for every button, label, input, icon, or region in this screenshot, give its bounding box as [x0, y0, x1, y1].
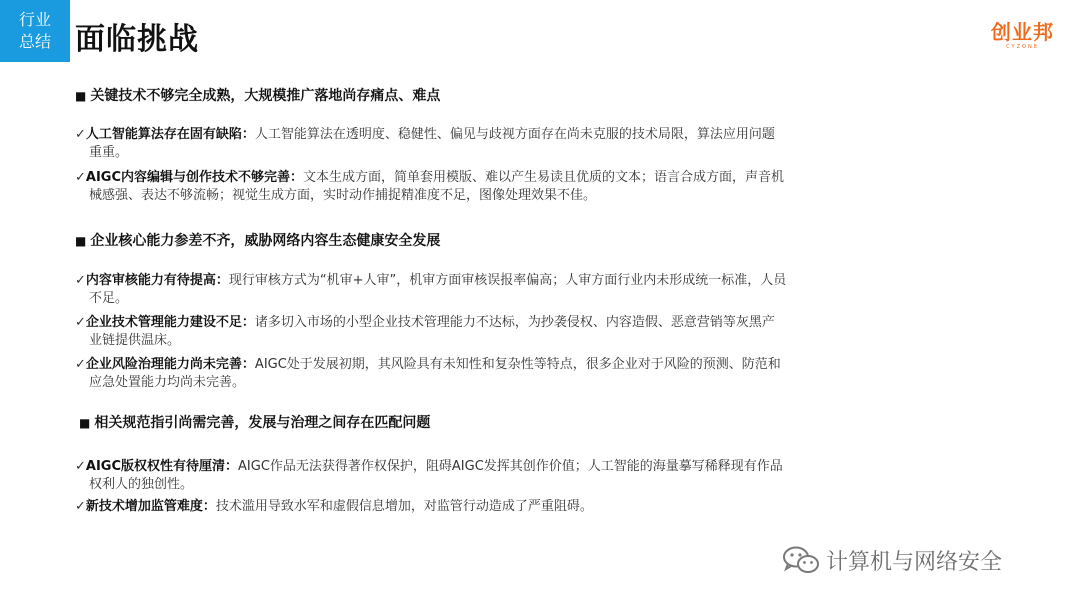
item-title: 内容审核能力有待提高： [85, 273, 229, 288]
list-item [75, 356, 937, 392]
item-text: AIGC作品无法获得著作权保护，阻碍AIGC发挥其创作价值；人工智能的海量摹写稀释现有作品 [238, 459, 783, 474]
page-title: 面临挑战 [75, 22, 199, 57]
square-bullet-icon: ■ [75, 89, 87, 103]
watermark-text: 计算机与网络安全 [826, 549, 1003, 575]
item-title: 新技术增加监管难度： [85, 499, 216, 514]
section-heading-3 [79, 412, 430, 432]
brand-logo-text: 创业邦 [991, 20, 1054, 44]
item-title: AIGC版权权性有待厘清： [85, 459, 239, 474]
item-title: 人工智能算法存在固有缺陷： [85, 127, 255, 142]
square-bullet-icon: ■ [75, 234, 87, 248]
wechat-icon [782, 545, 820, 575]
list-item [75, 314, 937, 350]
item-text-continued: 重重。 [89, 145, 129, 160]
list-item [75, 272, 937, 308]
item-text: 人工智能算法在透明度、稳健性、偏见与歧视方面存在尚未克服的技术局限，算法应用问题 [254, 127, 775, 142]
brand-logo-subtext: CYZONE [1006, 44, 1039, 50]
item-text-continued: 应急处置能力均尚未完善。 [89, 375, 246, 390]
section-heading-text: 关键技术不够完全成熟，大规模推广落地尚存痛点、难点 [90, 88, 441, 104]
category-tag [0, 0, 70, 62]
list-item [75, 126, 937, 162]
item-text: 文本生成方面，简单套用模版、难以产生易读且优质的文本；语言合成方面，声音机 [303, 170, 785, 185]
section-heading-text: 相关规范指引尚需完善，发展与治理之间存在匹配问题 [94, 415, 431, 431]
check-icon: ✓ [75, 357, 86, 372]
check-icon: ✓ [75, 170, 86, 185]
item-text: 现行审核方式为“机审+人审”，机审方面审核误报率偏高；人审方面行业内未形成统一标准，人员 [228, 273, 787, 288]
section-heading-1 [75, 85, 440, 105]
square-bullet-icon: ■ [79, 416, 91, 430]
list-item [75, 458, 937, 494]
item-title: 企业风险治理能力尚未完善： [85, 357, 255, 372]
list-item [75, 169, 937, 205]
list-item [75, 498, 937, 516]
check-icon: ✓ [75, 499, 86, 514]
check-icon: ✓ [75, 315, 86, 330]
check-icon: ✓ [75, 273, 86, 288]
item-text-continued: 不足。 [89, 291, 129, 306]
category-tag-line2: 总结 [18, 32, 51, 51]
item-text: 诸多切入市场的小型企业技术管理能力不达标，为抄袭侵权、内容造假、恶意营销等灰黑产 [254, 315, 775, 330]
item-text-continued: 业链提供温床。 [89, 333, 181, 348]
watermark [782, 544, 1002, 576]
brand-logo [985, 20, 1060, 50]
section-heading-text: 企业核心能力参差不齐，威胁网络内容生态健康安全发展 [90, 233, 441, 249]
item-title: AIGC内容编辑与创作技术不够完善： [85, 170, 304, 185]
category-tag-line1: 行业 [18, 10, 51, 29]
item-text: AIGC处于发展初期，其风险具有未知性和复杂性等特点，很多企业对于风险的预测、防范和 [254, 357, 781, 372]
item-title: 企业技术管理能力建设不足： [85, 315, 255, 330]
check-icon: ✓ [75, 459, 86, 474]
check-icon: ✓ [75, 127, 86, 142]
section-heading-2 [75, 230, 440, 250]
item-text-continued: 械感强、表达不够流畅；视觉生成方面，实时动作捕捉精准度不足，图像处理效果不佳。 [89, 188, 597, 203]
item-text: 技术滥用导致水军和虚假信息增加，对监管行动造成了严重阻碍。 [215, 499, 593, 514]
item-text-continued: 权利人的独创性。 [89, 477, 194, 492]
